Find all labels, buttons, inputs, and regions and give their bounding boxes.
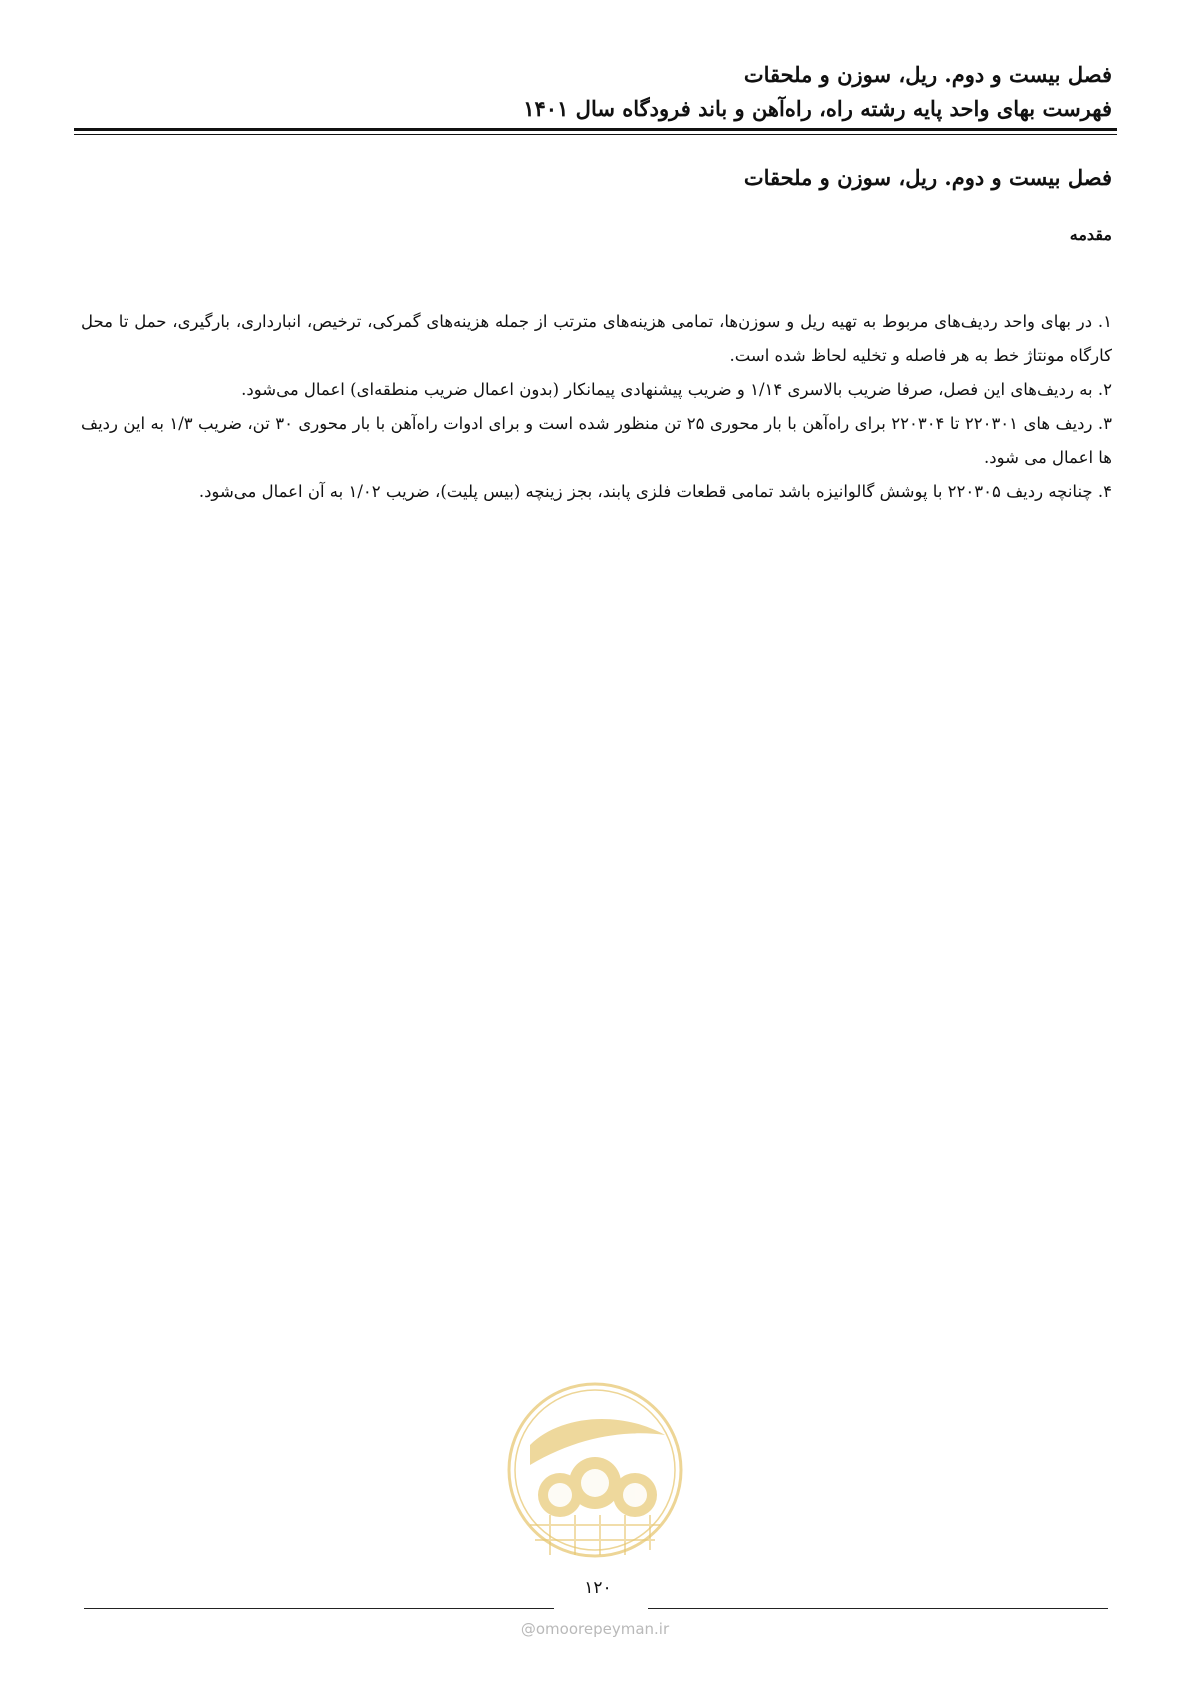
header-rule-thick [74,128,1117,131]
page-number: ۱۲۰ [584,1578,612,1598]
watermark-seal-logo [500,1375,690,1605]
footer-rule-right [648,1608,1108,1609]
header-price-list-title: فهرست بهای واحد پایه رشته راه، راه‌آهن و باند فرودگاه سال ۱۴۰۱ [523,96,1112,121]
header-chapter-title: فصل بیست و دوم. ریل، سوزن و ملحقات [743,62,1112,87]
introduction-heading: مقدمه [1069,225,1112,244]
footer-rule-left [84,1608,554,1609]
list-item: ۱. در بهای واحد ردیف‌های مربوط به تهیه ریل و سوزن‌ها، تمامی هزینه‌های مترتب از جمله هزینه‌های گمرکی، ترخیص، انبارداری، بارگیری، حمل تا محل کارگاه مونتاژ خط به هر فاصله و تخلیه لحاظ شده است. [81,312,1112,365]
introduction-items [81,305,1112,509]
list-item: ۲. به ردیف‌های این فصل، صرفا ضریب بالاسری ۱/۱۴ و ضریب پیشنهادی پیمانکار (بدون اعمال ضریب منطقه‌ای) اعمال می‌شود. [241,380,1112,399]
list-item: ۳. ردیف های ۲۲۰۳۰۱ تا ۲۲۰۳۰۴ برای راه‌آهن با بار محوری ۲۵ تن منظور شده است و برای ادوات راه‌آهن با بار محوری ۳۰ تن، ضریب ۱/۳ به این ردیف ها اعمال می شود. [81,414,1112,467]
list-item: ۴. چنانچه ردیف ۲۲۰۳۰۵ با پوشش گالوانیزه باشد تمامی قطعات فلزی پابند، بجز زینچه (بیس پلیت)، ضریب ۱/۰۲ به آن اعمال می‌شود. [198,482,1112,501]
website-watermark: @omoorepeyman.ir [520,1620,670,1638]
header-rule-thin [74,134,1117,135]
page-header [81,58,1112,126]
section-title: فصل بیست و دوم. ریل، سوزن و ملحقات [743,165,1112,190]
